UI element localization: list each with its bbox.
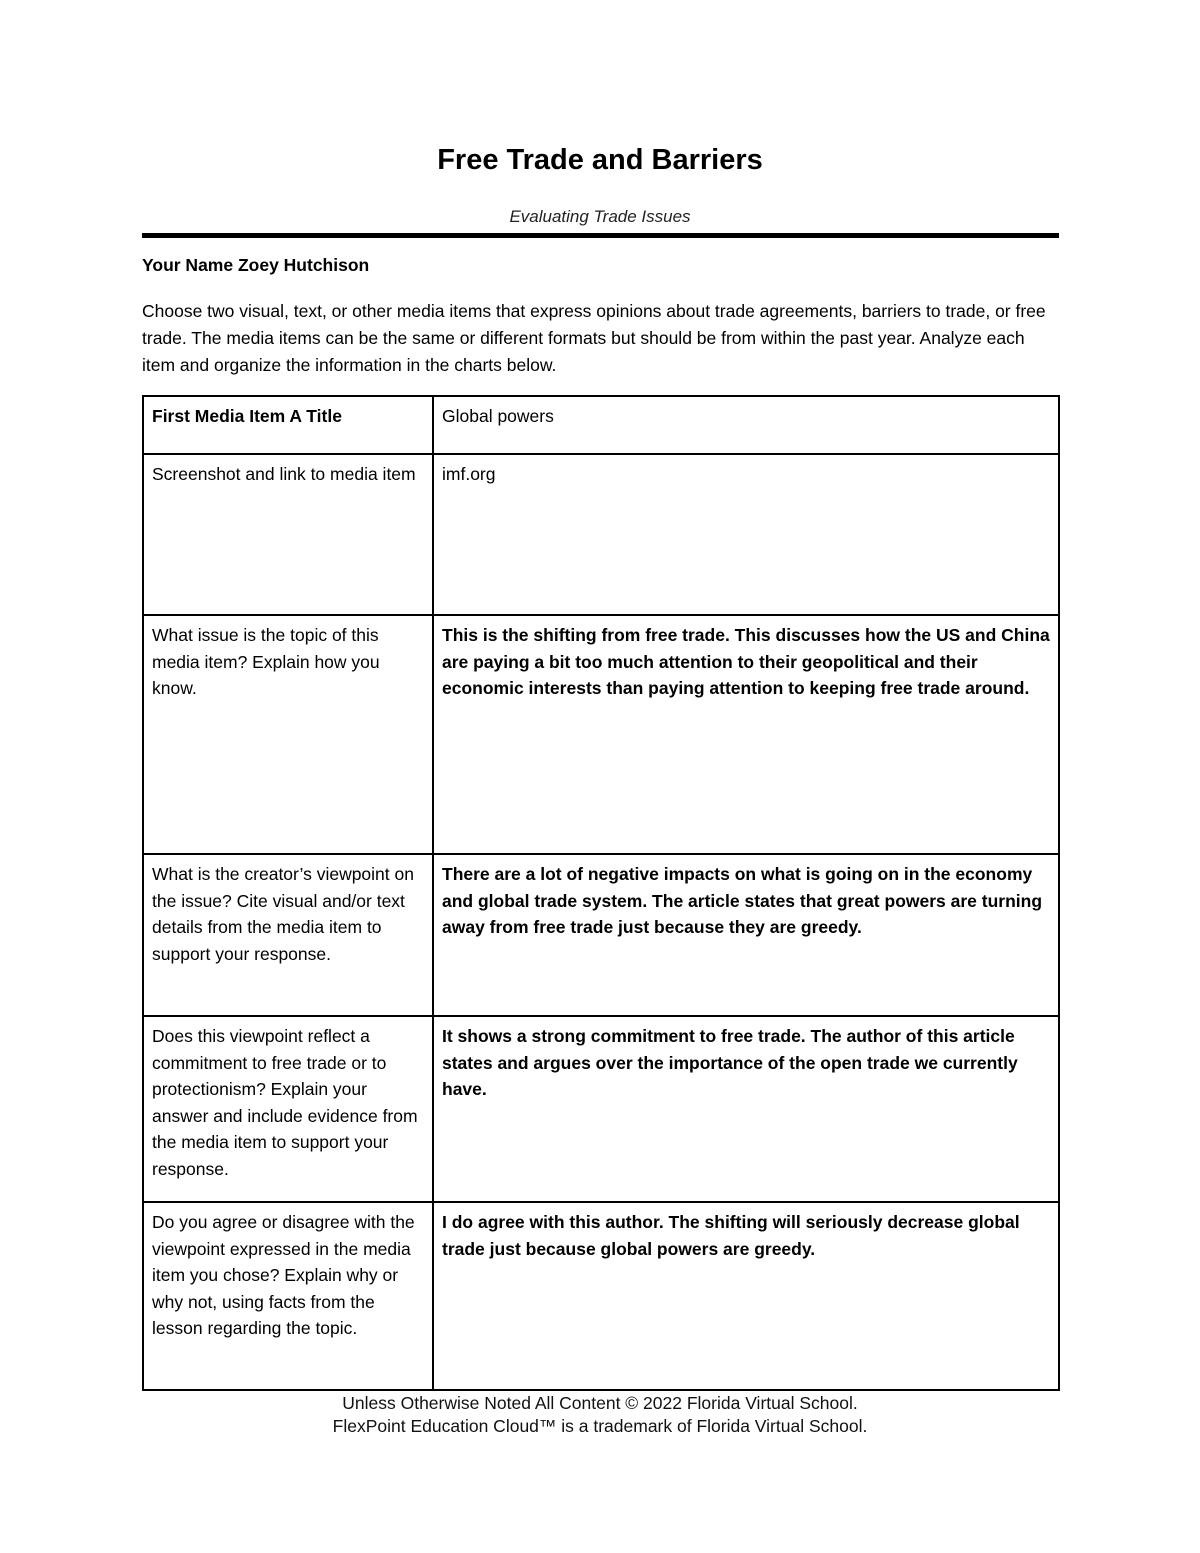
table-row-viewpoint [143, 854, 1059, 1016]
student-name-line: Your Name Zoey Hutchison [142, 255, 370, 275]
row-label-media-title: First Media Item A Title [143, 396, 433, 454]
row-value-creator-viewpoint: There are a lot of negative impacts on what is going on in the economy and global trade system. The article states that great powers are turning away from free trade just because they are greedy. [433, 854, 1059, 1016]
row-label-screenshot-link: Screenshot and link to media item [143, 454, 433, 615]
row-value-issue-topic: This is the shifting from free trade. This discusses how the US and China are paying a bit too much attention to their geopolitical and their economic interests than paying attention to keeping free trade around. [433, 615, 1059, 854]
table-row-commitment [143, 1016, 1059, 1202]
instructions-paragraph: Choose two visual, text, or other media items that express opinions about trade agreements, barriers to trade, or free trade. The media items can be the same or different formats but should be from within the past year. Analyze each item and organize the information in the charts below. [142, 301, 1046, 375]
footer-trademark: FlexPoint Education Cloud™ is a trademark of Florida Virtual School. [332, 1416, 868, 1436]
row-value-agree-disagree: I do agree with this author. The shifting will seriously decrease global trade just because global powers are greedy. [433, 1202, 1059, 1390]
table-row-title [143, 396, 1059, 454]
document-title: Free Trade and Barriers [437, 144, 763, 176]
row-label-agree-disagree: Do you agree or disagree with the viewpoint expressed in the media item you chose? Explain why or why not, using facts from the lesson regarding the topic. [143, 1202, 433, 1390]
document-subtitle: Evaluating Trade Issues [509, 207, 691, 226]
row-value-media-title: Global powers [433, 396, 1059, 454]
page-footer [0, 1392, 1200, 1438]
row-value-screenshot-link: imf.org [433, 454, 1059, 615]
row-value-commitment: It shows a strong commitment to free trade. The author of this article states and argues over the importance of the open trade we currently have. [433, 1016, 1059, 1202]
row-label-commitment: Does this viewpoint reflect a commitment to free trade or to protectionism? Explain your answer and include evidence from the media item to support your response. [143, 1016, 433, 1202]
table-row-issue [143, 615, 1059, 854]
table-row-agreement [143, 1202, 1059, 1390]
row-label-creator-viewpoint: What is the creator’s viewpoint on the issue? Cite visual and/or text details from the media item to support your response. [143, 854, 433, 1016]
title-divider [142, 233, 1059, 238]
footer-copyright: Unless Otherwise Noted All Content © 2022 Florida Virtual School. [342, 1393, 858, 1413]
media-item-analysis-table [142, 395, 1060, 1391]
row-label-issue-topic: What issue is the topic of this media item? Explain how you know. [143, 615, 433, 854]
table-row-link [143, 454, 1059, 615]
